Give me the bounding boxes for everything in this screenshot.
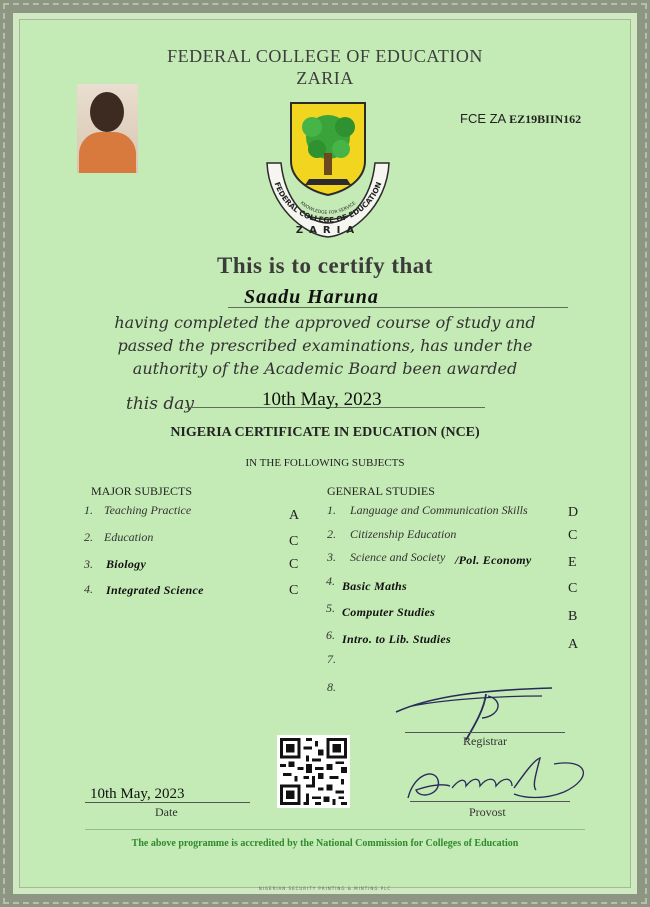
general-num-3: 3. xyxy=(327,550,336,564)
general-subject-3-extra: /Pol. Economy xyxy=(455,553,532,567)
major-num-3: 3. xyxy=(84,557,93,571)
general-grade-3: E xyxy=(568,555,577,570)
general-num-1: 1. xyxy=(327,503,336,517)
body-line-1: having completed the approved course of study and xyxy=(114,313,536,332)
general-grade-5: B xyxy=(568,609,578,624)
general-grade-1: D xyxy=(568,505,579,520)
seal-text: FEDERAL COLLEGE OF EDUCATION xyxy=(272,180,384,225)
signature-date: 10th May, 2023 xyxy=(90,786,185,802)
provost-line xyxy=(410,801,570,802)
accreditation-statement: The above programme is accredited by the National Commission for Colleges of Education xyxy=(131,838,519,849)
seal-town: ZARIA xyxy=(295,225,361,236)
provost-signature xyxy=(404,754,594,804)
body-line-2: passed the prescribed examinations, has under the xyxy=(117,336,533,355)
general-num-6: 6. xyxy=(326,628,335,642)
award-title: NIGERIA CERTIFICATE IN EDUCATION (NCE) xyxy=(170,425,480,440)
major-subject-4: Integrated Science xyxy=(106,583,204,597)
general-grade-4: C xyxy=(568,581,578,596)
registrar-signature xyxy=(392,682,562,742)
award-date: 10th May, 2023 xyxy=(262,389,382,410)
major-num-2: 2. xyxy=(84,530,93,544)
general-subject-5: Computer Studies xyxy=(342,605,436,619)
general-subject-6: Intro. to Lib. Studies xyxy=(342,632,451,646)
major-grade-4: C xyxy=(289,583,299,598)
major-subject-2: Education xyxy=(104,530,154,544)
registrar-label: Registrar xyxy=(463,734,507,748)
major-num-4: 4. xyxy=(84,582,93,596)
major-subjects-heading: MAJOR SUBJECTS xyxy=(91,484,193,498)
printer-imprint: NIGERIAN SECURITY PRINTING & MINTING PLC xyxy=(258,886,392,891)
general-num-4: 4. xyxy=(326,574,335,588)
major-subject-3: Biology xyxy=(106,557,147,571)
general-subject-3: Science and Society xyxy=(350,550,446,564)
major-num-1: 1. xyxy=(84,503,93,517)
recipient-name: Saadu Haruna xyxy=(244,286,379,308)
general-studies-heading: GENERAL STUDIES xyxy=(327,484,435,498)
general-num-2: 2. xyxy=(327,527,336,541)
date-sign-line xyxy=(85,802,250,803)
major-subject-1: Teaching Practice xyxy=(104,503,192,517)
reference-number: EZ19BIIN162 xyxy=(509,112,582,126)
general-num-5: 5. xyxy=(326,601,335,615)
general-grade-6: A xyxy=(568,637,579,652)
general-subject-4: Basic Maths xyxy=(342,579,407,593)
student-photo xyxy=(77,84,138,173)
certify-heading: This is to certify that xyxy=(217,253,433,278)
provost-label: Provost xyxy=(469,805,506,819)
qr-code xyxy=(277,735,350,808)
general-subject-1: Language and Communication Skills xyxy=(350,503,528,517)
this-day-label: this day xyxy=(126,394,194,414)
motto-text: KNOWLEDGE FOR SERVICE xyxy=(298,201,358,216)
date-label: Date xyxy=(155,805,178,819)
general-num-7: 7. xyxy=(327,652,336,666)
registrar-line xyxy=(405,732,565,733)
subjects-heading: IN THE FOLLOWING SUBJECTS xyxy=(245,457,405,469)
college-name: FEDERAL COLLEGE OF EDUCATION xyxy=(167,46,483,66)
major-grade-2: C xyxy=(289,534,299,549)
reference-prefix: FCE ZA xyxy=(460,111,506,126)
general-subject-2: Citizenship Education xyxy=(350,527,457,541)
major-grade-1: A xyxy=(289,508,300,523)
general-grade-2: C xyxy=(568,528,578,543)
general-num-8: 8. xyxy=(327,680,336,694)
certificate-reference xyxy=(460,111,581,127)
body-line-3: authority of the Academic Board been awarded xyxy=(132,359,518,378)
college-logo xyxy=(265,97,391,245)
footer-rule xyxy=(85,829,585,830)
college-town: ZARIA xyxy=(296,68,354,88)
major-grade-3: C xyxy=(289,557,299,572)
